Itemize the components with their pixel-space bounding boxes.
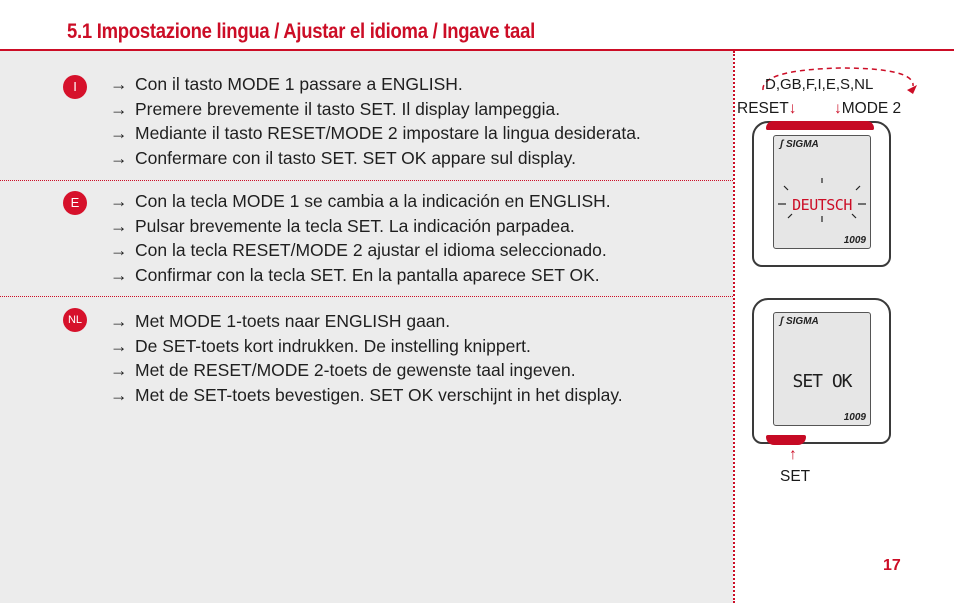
arrow-right-icon: → [110,98,128,119]
page-number: 17 [883,557,901,574]
steps-list-es [110,189,611,287]
list-item: → Mediante il tasto RESET/MODE 2 impostare la lingua desiderata. [110,121,641,146]
language-badge-nl: NL [63,308,87,332]
sigma-logo: ʃ SIGMA [780,316,819,327]
arrow-right-icon: → [110,240,128,260]
list-item: → De SET-toets kort indrukken. De instelling knippert. [110,334,623,359]
arrow-right-icon: → [110,123,128,143]
arrow-right-icon: → [110,335,128,356]
list-item: → Confirmar con la tecla SET. En la pantalla aparece SET OK. [110,263,611,288]
lcd-text: SET OK [792,371,852,392]
arrow-down-icon: ↓ [788,100,797,117]
model-number: 1009 [843,235,866,246]
arrow-right-icon: → [110,384,128,405]
arrow-right-icon: → [110,215,128,236]
page-title: 5.1 Impostazione lingua / Ajustar el idioma / Ingave taal [67,20,535,43]
sigma-logo: ʃ SIGMA [780,139,819,150]
section-divider [0,180,733,181]
section-divider [0,296,733,297]
arrow-right-icon: → [110,147,128,168]
list-item: → Met de SET-toets bevestigen. SET OK verschijnt in het display. [110,383,623,408]
device-display-set-ok [752,298,891,444]
list-item: → Met MODE 1-toets naar ENGLISH gaan. [110,309,623,334]
device-screen [773,135,871,249]
arrow-up-icon: ↑ [789,446,797,463]
list-item: → Premere brevemente il tasto SET. Il display lampeggia. [110,97,641,122]
arrow-right-icon: → [110,191,128,211]
arrow-right-icon: → [110,264,128,285]
mode2-label: ↓MODE 2 [834,100,902,117]
set-label: SET [780,468,811,485]
top-buttons [766,121,874,130]
list-item: → Pulsar brevemente la tecla SET. La indicación parpadea. [110,214,611,239]
list-item: → Con la tecla MODE 1 se cambia a la indicación en ENGLISH. [110,189,611,214]
language-sequence: D,GB,F,I,E,S,NL [765,76,874,93]
arrow-right-icon: → [110,311,128,331]
arrow-down-icon: ↓ [834,100,842,117]
arrow-right-icon: → [110,74,128,94]
steps-list-it [110,72,641,170]
lcd-text: DEUTSCH [792,196,852,214]
reset-label: RESET↓ [737,100,797,117]
list-item: → Met de RESET/MODE 2-toets de gewenste taal ingeven. [110,358,623,383]
model-number: 1009 [843,412,866,423]
set-button [766,435,806,445]
device-display-language [752,121,891,267]
list-item: → Con il tasto MODE 1 passare a ENGLISH. [110,72,641,97]
list-item: → Confermare con il tasto SET. SET OK appare sul display. [110,146,641,171]
language-badge-es: E [63,191,87,215]
steps-list-nl [110,309,623,407]
arrow-right-icon: → [110,360,128,380]
device-screen [773,312,871,426]
language-badge-it: I [63,75,87,99]
list-item: → Con la tecla RESET/MODE 2 ajustar el idioma seleccionado. [110,238,611,263]
column-divider [733,51,735,603]
